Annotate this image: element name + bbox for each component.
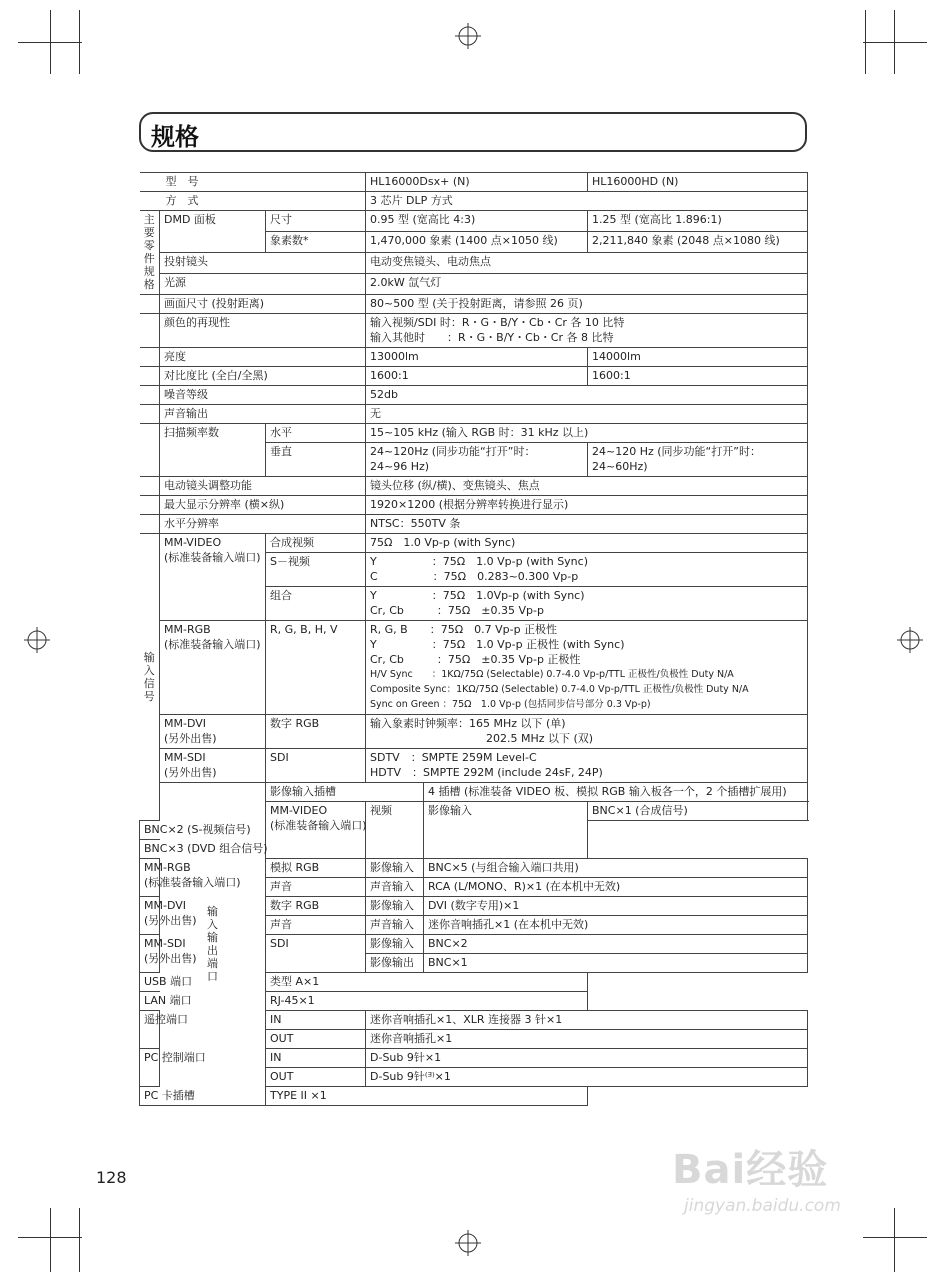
rgb-line-5: Composite Sync：1KΩ/75Ω (Selectable) 0.7-4.0 Vp-p/TTL 正极性/负极性 Duty N/A — [370, 684, 749, 695]
table-row — [140, 477, 808, 496]
table-row — [140, 749, 808, 783]
io-kind: 影像输入 — [366, 859, 424, 878]
scan-v-a1: 24~120Hz (同步功能“打开”时： — [370, 445, 536, 458]
cell: 4 插槽 (标准装备 VIDEO 板、模拟 RGB 输入板各一个，2 个插槽扩展用) — [424, 783, 808, 802]
crop-mark — [79, 1208, 80, 1272]
row-label: 画面尺寸 (投射距离) — [160, 295, 366, 314]
row-label: 影像输入插槽 — [266, 783, 424, 802]
sdi-line-2: HDTV ：SMPTE 292M (include 24sF, 24P) — [370, 766, 603, 779]
cell — [366, 553, 808, 587]
cell: 14000lm — [588, 348, 808, 367]
spacer — [140, 405, 160, 424]
row-label: 遥控端口 — [140, 1011, 160, 1049]
svideo-line-2: C ：75Ω 0.283~0.300 Vp-p — [370, 570, 579, 583]
port-name-1: MM-SDI — [164, 751, 206, 764]
table-row — [140, 386, 808, 405]
row-sublabel: 垂直 — [266, 443, 366, 477]
row-label: LAN 端口 — [140, 992, 266, 1011]
port-name-1: MM-VIDEO — [270, 804, 328, 817]
cell — [366, 749, 808, 783]
rgb-line-4: H/V Sync ：1KΩ/75Ω (Selectable) 0.7-4.0 Vp-p/TTL 正极性/负极性 Duty N/A — [370, 669, 734, 680]
rgb-line-3: Cr, Cb ：75Ω ±0.35 Vp-p 正极性 — [370, 653, 581, 666]
port-name — [160, 749, 266, 783]
row-sublabel: 声音 — [266, 916, 366, 935]
watermark — [672, 1138, 892, 1230]
side-label-main-parts: 主要零件规格 — [140, 211, 160, 295]
row-label: 光源 — [160, 274, 366, 295]
side-label-io-ports: 输入输出端口 — [160, 783, 266, 1106]
port-name-2: (标准装备输入端口) — [144, 876, 241, 889]
port-name-1: MM-DVI — [164, 717, 206, 730]
cell: 迷你音响插孔×1 — [366, 1030, 808, 1049]
spacer — [140, 386, 160, 405]
cell: 52db — [366, 386, 808, 405]
spacer — [140, 295, 160, 314]
cell: 类型 A×1 — [266, 973, 588, 992]
cell — [366, 314, 808, 348]
row-sublabel: 合成视频 — [266, 534, 366, 553]
row-sublabel: S－视频 — [266, 553, 366, 587]
cell: 75Ω 1.0 Vp-p (with Sync) — [366, 534, 808, 553]
port-name — [140, 859, 241, 897]
crop-mark — [50, 1208, 51, 1272]
port-name-2: (另外出售) — [164, 732, 217, 745]
row-sublabel: 水平 — [266, 424, 366, 443]
spacer — [140, 348, 160, 367]
table-row — [140, 367, 808, 386]
row-sublabel: 视频 — [366, 802, 424, 859]
table-row — [140, 348, 808, 367]
port-name-1: MM-RGB — [144, 861, 191, 874]
row-sublabel: 模拟 RGB — [266, 859, 366, 878]
cell: 2.0kW 氙气灯 — [366, 274, 808, 295]
row-label: 亮度 — [160, 348, 366, 367]
spacer — [140, 367, 160, 386]
table-row — [140, 515, 808, 534]
cell — [366, 587, 808, 621]
crop-mark — [50, 10, 51, 74]
table-row — [140, 314, 808, 348]
cell: 1,470,000 象素 (1400 点×1050 线) — [366, 232, 588, 253]
dvi-line-1: 输入象素时钟频率：165 MHz 以下 (单) — [370, 717, 566, 730]
port-name-2: (另外出售) — [144, 952, 197, 965]
crop-mark — [863, 42, 927, 43]
row-label: 型 号 — [140, 173, 366, 192]
registration-mark-icon — [24, 627, 50, 653]
cell: 0.95 型 (宽高比 4:3) — [366, 211, 588, 232]
cell: 3 芯片 DLP 方式 — [366, 192, 808, 211]
port-name-1: MM-DVI — [144, 899, 186, 912]
cell: 13000lm — [366, 348, 588, 367]
rgb-line-2: Y ：75Ω 1.0 Vp-p 正极性 (with Sync) — [370, 638, 625, 651]
port-name-2: (另外出售) — [164, 766, 217, 779]
port-name — [160, 715, 266, 749]
scan-v-a2: 24~96 Hz) — [370, 460, 430, 473]
cell: 1600:1 — [588, 367, 808, 386]
io-kind: 声音输入 — [366, 878, 424, 897]
row-sublabel: OUT — [266, 1068, 366, 1087]
component-line-1: Y ：75Ω 1.0Vp-p (with Sync) — [370, 589, 585, 602]
cell — [366, 715, 808, 749]
table-row — [140, 783, 808, 802]
table-row — [140, 295, 808, 314]
cell: NTSC：550TV 条 — [366, 515, 808, 534]
cell: 1920×1200 (根据分辨率转换进行显示) — [366, 496, 808, 515]
spacer — [140, 496, 160, 515]
row-sublabel: 象素数* — [266, 232, 366, 253]
spacer — [140, 314, 160, 348]
cell: RCA (L/MONO、R)×1 (在本机中无效) — [424, 878, 808, 897]
port-name-1: MM-SDI — [144, 937, 186, 950]
cell: BNC×3 (DVD 组合信号) — [140, 840, 266, 859]
rgb-line-1: R, G, B ：75Ω 0.7 Vp-p 正极性 — [370, 623, 558, 636]
crop-mark — [894, 10, 895, 74]
table-row — [140, 274, 808, 295]
row-sublabel: SDI — [266, 935, 366, 973]
table-row — [140, 992, 808, 1011]
crop-mark — [79, 10, 80, 74]
row-label: 噪音等级 — [160, 386, 366, 405]
row-sublabel: IN — [266, 1049, 366, 1068]
row-sublabel: OUT — [266, 1030, 366, 1049]
row-label: PC 卡插槽 — [140, 1087, 266, 1106]
cell: 80~500 型 (关于投射距离，请参照 26 页) — [366, 295, 808, 314]
row-label: 对比度比 (全白/全黑) — [160, 367, 366, 386]
cell: HL16000Dsx+ (N) — [366, 173, 588, 192]
port-name-1: MM-VIDEO — [164, 536, 222, 549]
port-name — [140, 935, 197, 973]
side-label-input-signal: 输入信号 — [140, 534, 160, 821]
page-title: 规格 — [151, 123, 199, 151]
row-sublabel: 数字 RGB — [266, 715, 366, 749]
cell: RJ-45×1 — [266, 992, 588, 1011]
cell: D-Sub 9针×1 — [366, 1049, 808, 1068]
crop-mark — [894, 1208, 895, 1272]
watermark-url: jingyan.baidu.com — [684, 1196, 841, 1216]
table-row — [140, 621, 808, 715]
watermark-brand: Bai经验 — [672, 1147, 829, 1193]
row-label: 颜色的再现性 — [160, 314, 366, 348]
io-kind: 影像输入 — [366, 897, 424, 916]
row-sublabel: 声音 — [266, 878, 366, 897]
color-line-2: 输入其他时 ：R・G・B/Y・Cb・Cr 各 8 比特 — [370, 331, 614, 344]
svideo-line-1: Y ：75Ω 1.0 Vp-p (with Sync) — [370, 555, 588, 568]
io-kind: 影像输入 — [366, 935, 424, 954]
crop-mark — [865, 10, 866, 74]
title-box — [139, 112, 807, 152]
cell: BNC×1 (合成信号) — [588, 802, 808, 821]
row-sublabel: SDI — [266, 749, 366, 783]
cell: BNC×2 — [424, 935, 808, 954]
table-row — [140, 405, 808, 424]
dvi-line-2: 202.5 MHz 以下 (双) — [486, 732, 594, 745]
row-label: 电动镜头调整功能 — [160, 477, 366, 496]
cell: TYPE II ×1 — [266, 1087, 588, 1106]
row-label: 扫描频率数 — [160, 424, 266, 477]
port-name — [160, 621, 266, 715]
row-label: 最大显示分辨率 (横×纵) — [160, 496, 366, 515]
row-label: DMD 面板 — [160, 211, 266, 253]
row-sublabel: 尺寸 — [266, 211, 366, 232]
port-name — [266, 802, 366, 859]
io-kind: 声音输入 — [366, 916, 424, 935]
row-label: 声音输出 — [160, 405, 366, 424]
registration-mark-icon — [897, 627, 923, 653]
cell: 2,211,840 象素 (2048 点×1080 线) — [588, 232, 808, 253]
table-row — [140, 496, 808, 515]
table-row — [140, 211, 808, 232]
cell: 1.25 型 (宽高比 1.896:1) — [588, 211, 808, 232]
sdi-line-1: SDTV ：SMPTE 259M Level-C — [370, 751, 537, 764]
table-row — [140, 173, 808, 192]
cell — [366, 443, 588, 477]
cell — [588, 443, 808, 477]
cell: 无 — [366, 405, 808, 424]
table-row — [140, 253, 808, 274]
row-label: USB 端口 — [140, 973, 266, 992]
table-row — [140, 192, 808, 211]
row-label: 方 式 — [140, 192, 366, 211]
table-row — [140, 424, 808, 443]
row-label: PC 控制端口 — [140, 1049, 160, 1087]
port-name-2: (标准装备输入端口) — [164, 551, 261, 564]
io-kind: 影像输出 — [366, 954, 424, 973]
registration-mark-icon — [455, 1230, 481, 1256]
table-row — [140, 973, 808, 992]
spec-table — [139, 172, 808, 1106]
color-line-1: 输入视频/SDI 时：R・G・B/Y・Cb・Cr 各 10 比特 — [370, 316, 625, 329]
port-name-2: (标准装备输入端口) — [270, 819, 367, 832]
row-sublabel: 组合 — [266, 587, 366, 621]
table-row — [140, 1087, 808, 1106]
row-sublabel: IN — [266, 1011, 366, 1030]
cell: 1600:1 — [366, 367, 588, 386]
scan-v-b2: 24~60Hz) — [592, 460, 648, 473]
cell: HL16000HD (N) — [588, 173, 808, 192]
crop-mark — [863, 1237, 927, 1238]
cell: DVI (数字专用)×1 — [424, 897, 808, 916]
spacer — [140, 424, 160, 477]
port-name-1: MM-RGB — [164, 623, 211, 636]
table-row — [140, 715, 808, 749]
rgb-line-6: Sync on Green ：75Ω 1.0 Vp-p (包括同步信号部分 0.3 Vp-p) — [370, 699, 651, 710]
cell: 镜头位移 (纵/横)、变焦镜头、焦点 — [366, 477, 808, 496]
row-label: 水平分辨率 — [160, 515, 366, 534]
cell: 迷你音响插孔×1、XLR 连接器 3 针×1 — [366, 1011, 808, 1030]
cell: BNC×2 (S-视频信号) — [140, 821, 266, 840]
spacer — [140, 515, 160, 534]
table-row — [140, 534, 808, 553]
scan-v-b1: 24~120 Hz (同步功能“打开”时： — [592, 445, 761, 458]
io-kind: 影像输入 — [424, 802, 588, 859]
row-label: 投射镜头 — [160, 253, 366, 274]
port-name-2: (另外出售) — [144, 914, 197, 927]
page-number: 128 — [96, 1168, 127, 1187]
cell: BNC×1 — [424, 954, 808, 973]
component-line-2: Cr, Cb ：75Ω ±0.35 Vp-p — [370, 604, 544, 617]
cell — [366, 621, 808, 715]
registration-mark-icon — [455, 23, 481, 49]
cell: 电动变焦镜头、电动焦点 — [366, 253, 808, 274]
cell: 15~105 kHz (输入 RGB 时：31 kHz 以上) — [366, 424, 808, 443]
cell: BNC×5 (与组合输入端口共用) — [424, 859, 808, 878]
cell: D-Sub 9针⁽ᴲ⁾×1 — [366, 1068, 808, 1087]
cell: 迷你音响插孔×1 (在本机中无效) — [424, 916, 808, 935]
row-sublabel: R, G, B, H, V — [266, 621, 366, 715]
spacer — [140, 477, 160, 496]
row-sublabel: 数字 RGB — [266, 897, 366, 916]
port-name — [140, 897, 197, 935]
port-name-2: (标准装备输入端口) — [164, 638, 261, 651]
port-name — [160, 534, 266, 621]
